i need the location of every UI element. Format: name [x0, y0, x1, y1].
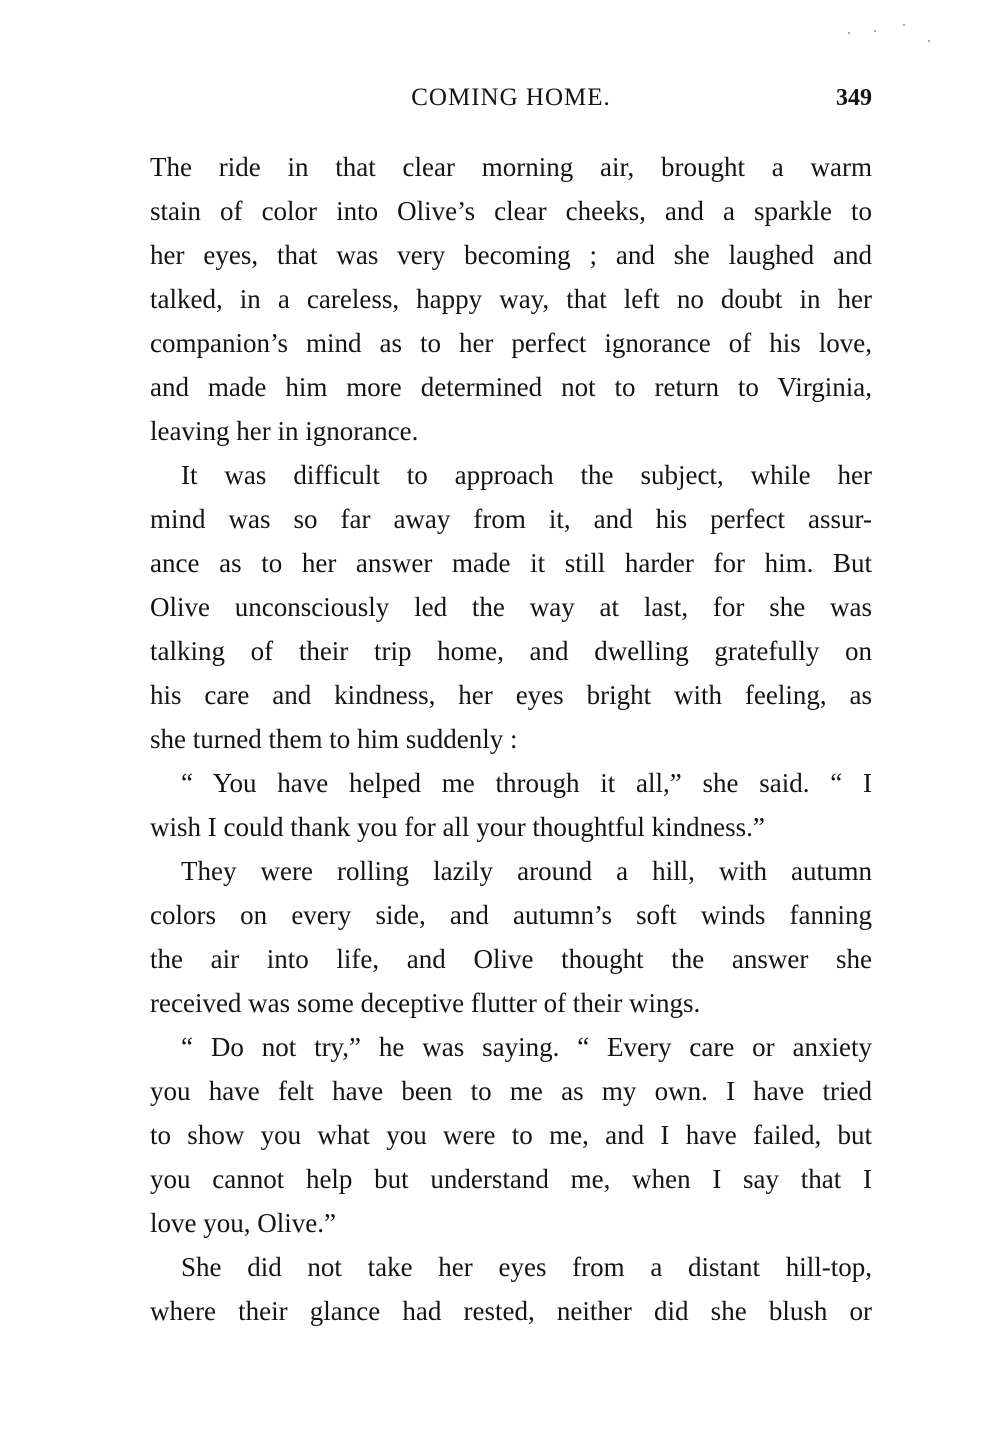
paper-speck: [903, 24, 905, 26]
text-line: talked, in a careless, happy way, that left no doubt in her: [150, 284, 872, 314]
text-line: where their glance had rested, neither did she blush or: [150, 1296, 872, 1326]
text-line: They were rolling lazily around a hill, with autumn: [181, 856, 872, 886]
paragraph: [150, 453, 872, 761]
paragraph: [150, 145, 872, 453]
text-line: her eyes, that was very becoming ; and she laughed and: [150, 240, 872, 270]
text-line: you cannot help but understand me, when I say that I: [150, 1164, 872, 1194]
paragraph: [150, 1245, 872, 1333]
text-line: received was some deceptive flutter of their wings.: [150, 988, 701, 1018]
text-line: she turned them to him suddenly :: [150, 724, 518, 754]
text-line: ance as to her answer made it still harder for him. But: [150, 548, 872, 578]
text-line: colors on every side, and autumn’s soft winds fanning: [150, 900, 872, 930]
text-line: companion’s mind as to her perfect ignorance of his love,: [150, 328, 872, 358]
text-line: to show you what you were to me, and I have failed, but: [150, 1120, 872, 1150]
text-line: Olive unconsciously led the way at last, for she was: [150, 592, 872, 622]
text-line: The ride in that clear morning air, brought a warm: [150, 152, 872, 182]
text-line: leaving her in ignorance.: [150, 416, 419, 446]
body-text: [150, 145, 872, 1333]
text-line: talking of their trip home, and dwelling gratefully on: [150, 636, 872, 666]
paragraph: [150, 761, 872, 849]
text-line: mind was so far away from it, and his perfect assur-: [150, 504, 872, 534]
text-line: She did not take her eyes from a distant hill-top,: [181, 1252, 872, 1282]
paper-speck: [848, 32, 850, 34]
text-line: “ Do not try,” he was saying. “ Every care or anxiety: [181, 1032, 872, 1062]
running-head: [150, 80, 872, 116]
text-line: and made him more determined not to return to Virginia,: [150, 372, 872, 402]
paper-speck: [874, 30, 876, 32]
text-line: you have felt have been to me as my own. I have tried: [150, 1076, 872, 1106]
paragraph: [150, 849, 872, 1025]
text-line: love you, Olive.”: [150, 1208, 336, 1238]
chapter-title: COMING HOME.: [411, 84, 611, 111]
text-line: the air into life, and Olive thought the answer she: [150, 944, 872, 974]
text-line: wish I could thank you for all your thoughtful kindness.”: [150, 812, 765, 842]
text-line: stain of color into Olive’s clear cheeks, and a sparkle to: [150, 196, 872, 226]
page-number: 349: [836, 85, 872, 111]
paragraph: [150, 1025, 872, 1245]
paper-speck: [928, 40, 930, 42]
text-line: “ You have helped me through it all,” she said. “ I: [181, 768, 872, 798]
text-line: his care and kindness, her eyes bright with feeling, as: [150, 680, 872, 710]
text-line: It was difficult to approach the subject, while her: [181, 460, 872, 490]
